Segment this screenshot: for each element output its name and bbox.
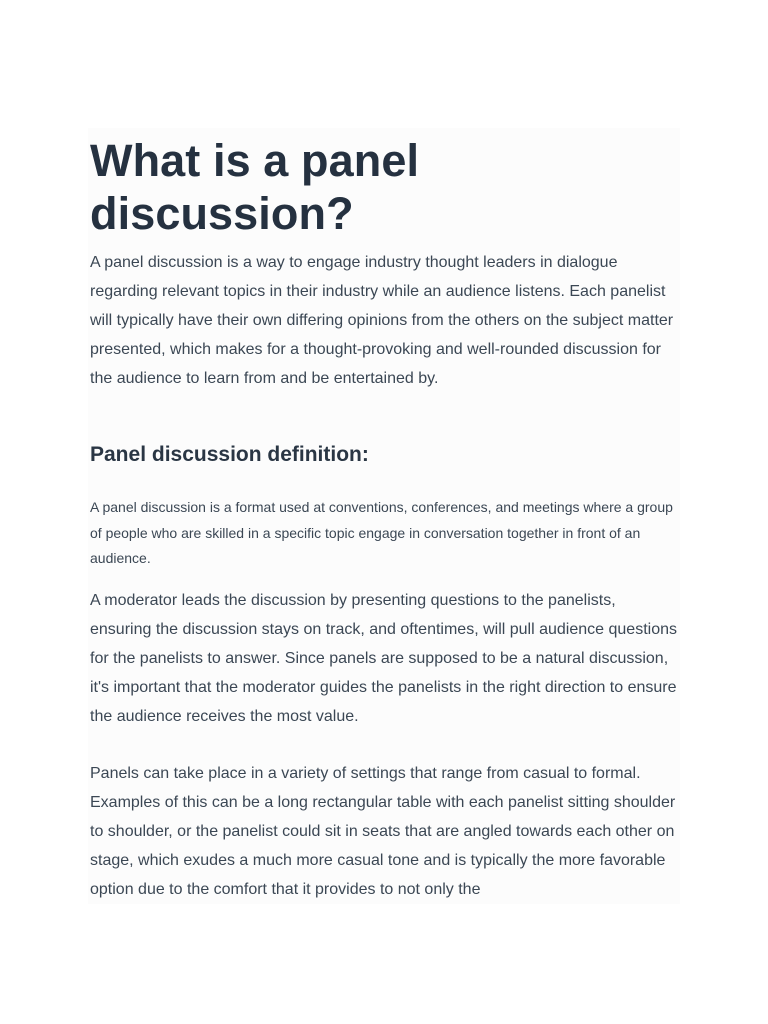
intro-paragraph: A panel discussion is a way to engage industry thought leaders in dialogue regarding relevant topics in their industry while an audience listens. Each panelist will typically have their own differing opinions from the others on the subject matter presented, which makes for a thought-provoking and well-rounded discussion for the audience to learn from and be entertained by.: [90, 254, 674, 387]
page-title: What is a panel discussion?: [90, 135, 420, 239]
section-heading: Panel discussion definition:: [90, 443, 369, 466]
definition-paragraph: A panel discussion is a format used at conventions, conferences, and meetings where a group of people who are skilled in a specific topic engage in conversation together in front of an audience.: [90, 499, 673, 566]
settings-paragraph: Panels can take place in a variety of settings that range from casual to formal. Examples of this can be a long rectangular table with each panelist sitting shoulder to shoulder, or the panelist could sit in seats that are angled towards each other on stage, which exudes a much more casual tone and is typically the more favorable option due to the comfort that it provides to not only the: [90, 764, 676, 898]
moderator-paragraph: A moderator leads the discussion by presenting questions to the panelists, ensuring the discussion stays on track, and oftentimes, will pull audience questions for the panelists to answer. Since panels are supposed to be a natural discussion, it's important that the moderator guides the panelists in the right direction to ensure the audience receives the most value.: [90, 591, 677, 725]
article-body: [88, 128, 680, 904]
